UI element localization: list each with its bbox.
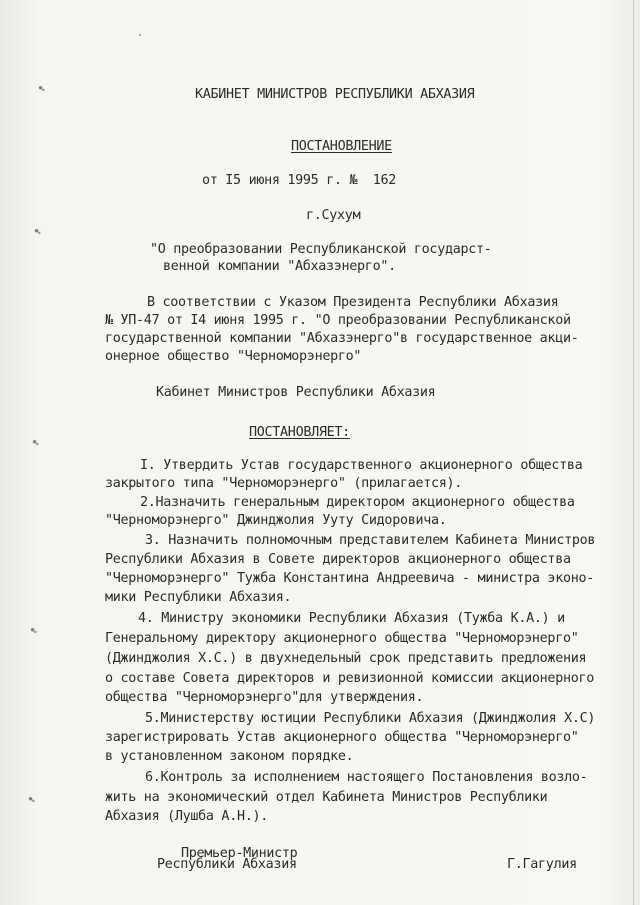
item-line: общества "Черноморэнерго"для утверждения. [105, 690, 424, 705]
item-line: 5.Министерству юстиции Республики Абхазия (Джинджолия Х.С) [145, 711, 596, 726]
item-line: 6.Контроль за исполнением настоящего Постановления возло- [145, 770, 588, 785]
item-line: "Черноморэнерго" Джинджолия Ууту Сидоровича. [105, 513, 447, 528]
item-line: (Джинджолия Х.С.) в двухнедельный срок представить предложения [105, 651, 587, 666]
item-line: Абхазия (Лушба А.Н.). [105, 809, 268, 824]
signatory-name: Г.Гагулия [507, 857, 577, 872]
item-line: 3. Назначить полномочным представителем Кабинета Министров [145, 533, 596, 548]
decree-word: ПОСТАНОВЛЯЕТ: [249, 425, 350, 440]
preamble-line: государственной компании "Абхазэнерго"в государственное акци- [105, 331, 579, 346]
item-line: мики Республики Абхазия. [105, 590, 292, 605]
actor: Кабинет Министров Республики Абхазия [156, 385, 436, 400]
item-line: Генеральному директору акционерного общества "Черноморэнерго" [105, 631, 579, 646]
binding-mark [27, 796, 36, 803]
organization-title: КАБИНЕТ МИНИСТРОВ РЕСПУБЛИКИ АБХАЗИЯ [195, 87, 475, 102]
speck [139, 34, 141, 36]
binding-mark [31, 439, 40, 446]
subject-line-1: "О преобразовании Республиканской государст- [150, 242, 492, 257]
signatory-title: Премьер-Министр [181, 846, 298, 861]
binding-mark [29, 627, 38, 634]
page-edge [633, 0, 634, 905]
preamble-line: № УП-47 от I4 июня 1995 г. "О преобразовании Республиканской [105, 313, 571, 328]
item-line: закрытого типа "Черноморэнерго" (прилагается). [105, 476, 463, 491]
preamble-line: В соответствии с Указом Президента Республики Абхазия [147, 295, 559, 310]
item-line: жить на экономический отдел Кабинета Министров Республики [105, 790, 548, 805]
item-line: "Черноморэнерго" Тужба Константина Андреевича - министра эконо- [105, 571, 594, 586]
preamble-line: онерное общество "Черноморэнерго" [105, 349, 362, 364]
item-line: I. Утвердить Устав государственного акционерного общества [140, 458, 583, 473]
date-number: от I5 июня 1995 г. № 162 [202, 173, 397, 188]
city: г.Сухум [306, 208, 361, 223]
subject-line-2: венной компании "Абхазэнерго". [163, 259, 396, 274]
item-line: зарегистрировать Устав акционерного общества "Черноморэнерго" [105, 730, 579, 745]
item-line: о составе Совета директоров и ревизионной комиссии акционерного [105, 671, 594, 686]
binding-mark [33, 228, 42, 235]
binding-mark [37, 85, 46, 92]
item-line: Республики Абхазия в Совете директоров акционерного общества [105, 552, 571, 567]
item-line: в установленном законом порядке. [105, 749, 354, 764]
document-type: ПОСТАНОВЛЕНИЕ [291, 139, 392, 154]
signatory-title-2: Республики Абхазия [157, 857, 297, 872]
item-line: 2.Назначить генеральным директором акционерного общества [140, 495, 575, 510]
item-line: 4. Министру экономики Республики Абхазия (Тужба К.А.) и [138, 611, 565, 626]
